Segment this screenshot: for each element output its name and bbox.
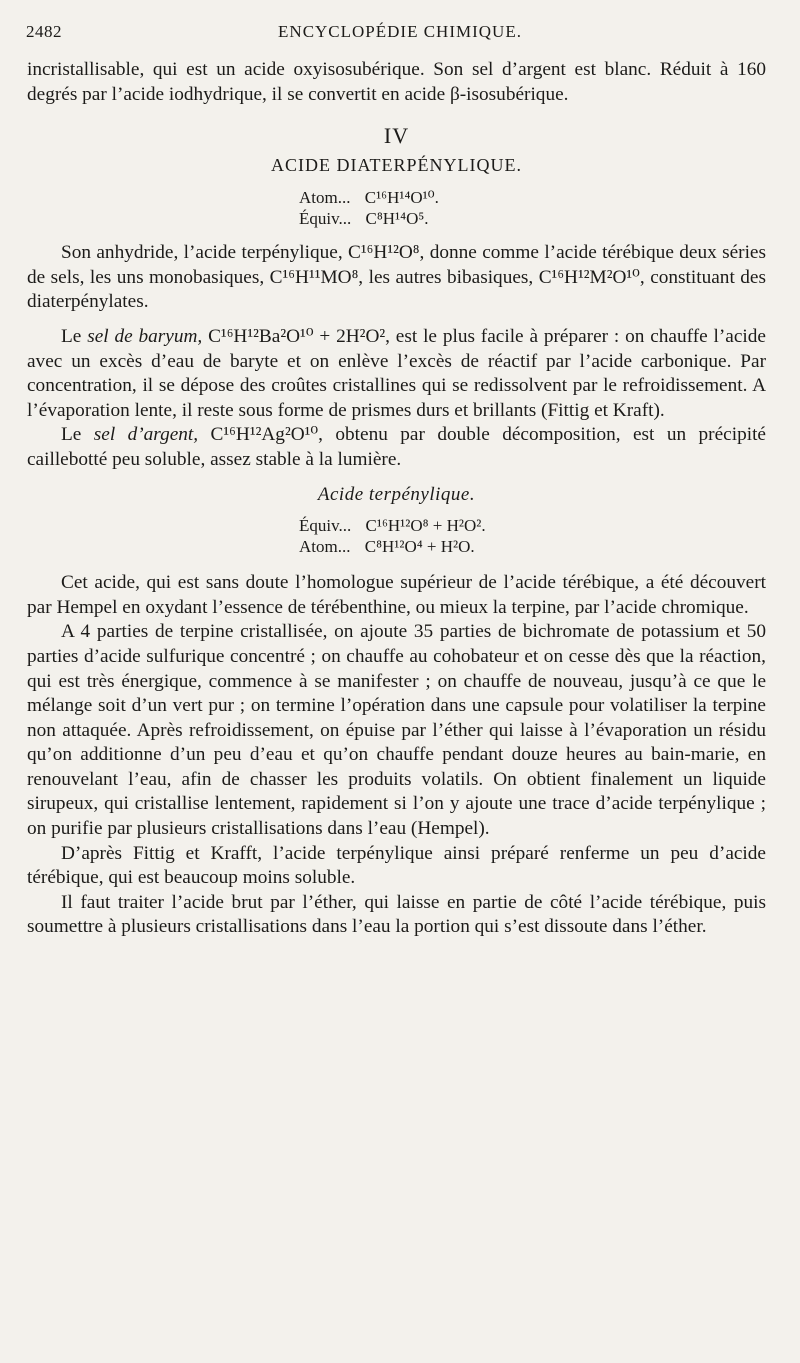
section-title: ACIDE DIATERPÉNYLIQUE.: [271, 155, 522, 176]
formula-line-atom: [299, 536, 766, 557]
formula-label: Équiv...: [299, 209, 352, 229]
formula-label: Atom...: [299, 537, 351, 557]
running-title: ENCYCLOPÉDIE CHIMIQUE.: [278, 22, 522, 41]
formula-line-equiv: [299, 208, 766, 229]
formula-block-terpenylique: [299, 515, 766, 557]
page-header: [26, 22, 774, 46]
formula-value: C⁸H¹²O⁴ + H²O.: [364, 537, 475, 557]
paragraph-continuation: incristallisable, qui est un acide oxyisosubérique. Son sel d’argent est blanc. Réduit à 160 degrés par l’acide iodhydrique, il se convertit en acide β-isosubérique.: [27, 59, 766, 105]
term-sel-baryum: sel de baryum,: [87, 325, 203, 347]
formula-label: Atom...: [299, 188, 351, 208]
paragraph-prefix: Le: [61, 424, 82, 446]
formula-value: C¹⁶H¹⁴O¹⁰.: [364, 188, 439, 208]
paragraph-sel-baryum: [27, 325, 766, 423]
formula-value: C⁸H¹⁴O⁵.: [365, 209, 429, 229]
paragraph-origin: Cet acide, qui est sans doute l’homologue supérieur de l’acide térébique, a été découvert par Hempel en oxydant l’essence de térébenthine, ou mieux la terpine, par l’acide chromique.: [27, 572, 766, 618]
formula-line-equiv: [299, 515, 766, 536]
paragraph-preparation: A 4 parties de terpine cristallisée, on ajoute 35 parties de bichromate de potassium et 50 parties d’acide sulfurique concentré ; on chauffe au cohobateur et on cesse dès que la réaction, qui est très énergique, commence à se manifester ; on chauffe de nouveau, jusqu’à ce que le mélange soit d’un vert pur ; on termine l’opération dans une capsule pour volatiliser la terpine non attaquée. Après refroidissement, on épuise par l’éther qui laisse à l’évaporation un résidu qu’on additionne d’un peu d’eau et qu’on chauffe pendant douze heures au bain-marie, en renouvelant l’eau, afin de chasser les produits volatils. On obtient finalement un liquide sirupeux, qui cristallise lentement, rapidement si l’on y ajoute une trace d’acide terpénylique ; on purifie par plusieurs cristallisations dans l’eau (Hempel).: [27, 621, 766, 840]
paragraph-body: C¹⁶H¹²Ba²O¹⁰ + 2H²O², est le plus facile à préparer : on chauffe l’acide avec un excès d’eau de baryte et on enlève l’excès de réactif par l’acide carbonique. Par concentration, il se dépose des croûtes cristallines qui se redissolvent par le refroidissement. A l’évaporation lente, il reste sous forme de prismes durs et brillants (Fittig et Kraft).: [27, 325, 766, 421]
paragraph-prefix: Le: [61, 325, 82, 347]
term-sel-argent: sel d’argent,: [93, 424, 199, 446]
section-number: IV: [383, 123, 410, 149]
formula-value: C¹⁶H¹²O⁸ + H²O².: [365, 516, 486, 536]
paragraph-body: C¹⁶H¹²Ag²O¹⁰, obtenu par double décomposition, est un précipité caillebotté peu soluble, assez stable à la lumière.: [27, 424, 766, 470]
paragraph-anhydride: Son anhydride, l’acide terpénylique, C¹⁶H¹²O⁸, donne comme l’acide térébique deux séries de sels, les uns monobasiques, C¹⁶H¹¹MO⁸, les autres bibasiques, C¹⁶H¹²M²O¹⁰, constituant des diaterpénylates.: [27, 242, 766, 313]
page-number: 2482: [26, 22, 62, 41]
subsection-title: Acide terpénylique.: [317, 483, 476, 505]
formula-block-diaterpenylique: [299, 187, 766, 229]
paragraph-fittig-krafft: D’après Fittig et Krafft, l’acide terpénylique ainsi préparé renferme un peu d’acide térébique, qui est beaucoup moins soluble.: [27, 842, 766, 889]
formula-line-atom: [299, 187, 766, 208]
body-text: [27, 58, 766, 940]
formula-label: Équiv...: [299, 516, 352, 536]
paragraph-purification: Il faut traiter l’acide brut par l’éther, qui laisse en partie de côté l’acide térébique, puis soumettre à plusieurs cristallisations dans l’eau la portion qui s’est dissoute dans l’éther.: [27, 891, 766, 938]
paragraph-sel-argent: [27, 423, 766, 472]
